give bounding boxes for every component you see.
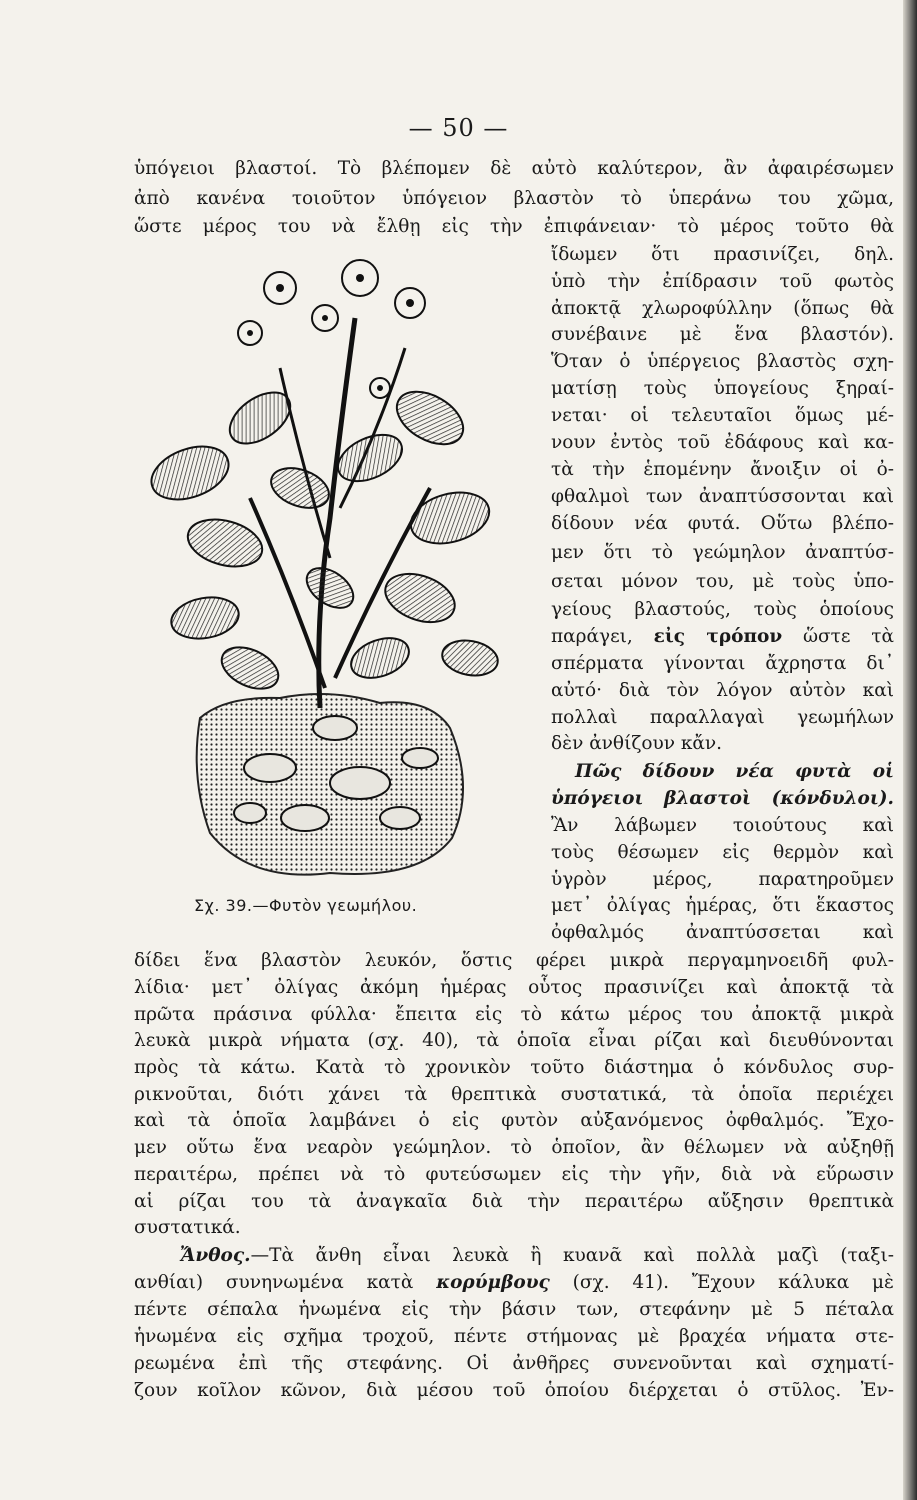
text-span: (σχ. 41). Ἔχουν κάλυκα μὲ: [572, 1272, 894, 1293]
figure-caption: Σχ. 39.—Φυτὸν γεωμήλου.: [194, 896, 418, 915]
text-line: Ἂν λάβωμεν τοιούτους καὶ: [551, 815, 894, 836]
text-line: ὑπὸ τὴν ἐπίδρασιν τοῦ φωτὸς: [551, 271, 894, 292]
text-line: ματίσῃ τοὺς ὑπογείους ξηραί-: [551, 378, 894, 399]
text-line: [551, 624, 894, 650]
text-span: ανθίαι) συνηνωμένα κατὰ: [134, 1272, 414, 1293]
text-line: πέντε σέπαλα ἡνωμένα εἰς τὴν βάσιν των, στεφάνην μὲ 5 πέταλα: [134, 1299, 894, 1320]
text-span: —Τὰ ἄνθη εἶναι λευκὰ ἢ κυανᾶ καὶ πολλὰ μαζὶ (ταξι-: [250, 1245, 894, 1266]
text-line: ζουν κοῖλον κῶνον, διὰ μέσου τοῦ ὁποίου διέρχεται ὁ στῦλος. Ἐν-: [134, 1380, 894, 1401]
text-line: ἴδωμεν ὅτι πρασινίζει, δηλ.: [551, 244, 894, 265]
bold-phrase: εἰς τρόπον: [653, 626, 783, 647]
text-line: Ὅταν ὁ ὑπέργειος βλαστὸς σχη-: [551, 351, 894, 372]
text-line: [180, 1243, 894, 1269]
page-number: — 50 —: [408, 114, 509, 142]
text-line: δίδει ἕνα βλαστὸν λευκόν, ὅστις φέρει μικρὰ περγαμηνοειδῆ φυλ-: [134, 950, 894, 971]
text-line: μεν ὅτι τὸ γεώμηλον ἀναπτύσ-: [551, 542, 894, 563]
text-line: δὲν ἀνθίζουν κἄν.: [551, 733, 723, 754]
text-line: συστατικά.: [134, 1217, 241, 1238]
text-line: καὶ τὰ ὁποῖα λαμβάνει ὁ εἰς φυτὸν αὐξανόμενος ὀφθαλμός. Ἔχο-: [134, 1110, 894, 1131]
text-line: τοὺς θέσωμεν εἰς θερμὸν καὶ: [551, 842, 894, 863]
text-line: ὀφθαλμός ἀναπτύσσεται καὶ: [551, 922, 894, 943]
text-line: ὑγρὸν μέρος, παρατηροῦμεν: [551, 869, 894, 890]
text-line: μετ᾿ ὀλίγας ἡμέρας, ὅτι ἕκαστος: [551, 895, 894, 916]
text-line: φθαλμοὶ των ἀναπτύσσονται καὶ: [551, 486, 894, 507]
text-line: συνέβαινε μὲ ἕνα βλαστόν).: [551, 324, 894, 345]
anthos-heading: Ἄνθος.: [180, 1245, 251, 1266]
text-span: παράγει,: [551, 626, 633, 647]
text-line: πολλαὶ παραλλαγαὶ γεωμήλων: [551, 707, 894, 728]
text-line: γείους βλαστούς, τοὺς ὁποίους: [551, 599, 894, 620]
text-line: δίδουν νέα φυτά. Οὕτω βλέπο-: [551, 513, 894, 534]
page-edge-shadow: [903, 0, 917, 1500]
text-line: ρεωμένα ἐπὶ τῆς στεφάνης. Οἱ ἀνθῆρες συνενοῦνται καὶ σχηματί-: [134, 1353, 894, 1374]
section-heading: Πῶς δίδουν νέα φυτὰ οἱ: [575, 761, 894, 782]
text-line: λευκὰ μικρὰ νήματα (σχ. 40), τὰ ὁποῖα εἶναι ρίζαι καὶ διευθύνονται: [134, 1030, 894, 1051]
text-line: ἀποκτᾷ χλωροφύλλην (ὅπως θὰ: [551, 298, 894, 319]
text-line: λίδια· μετ᾿ ὀλίγας ἀκόμη ἡμέρας οὗτος πρασινίζει καὶ ἀποκτᾷ τὰ: [134, 977, 894, 998]
text-line: πρῶτα πράσινα φύλλα· ἔπειτα εἰς τὸ κάτω μέρος του ἀποκτᾷ μικρὰ: [134, 1004, 894, 1025]
section-heading: ὑπόγειοι βλαστοὶ (κόνδυλοι).: [551, 788, 894, 809]
text-line: [134, 1270, 894, 1296]
text-line: σεται μόνον του, μὲ τοὺς ὑπο-: [551, 571, 894, 592]
text-line: πρὸς τὰ κάτω. Κατὰ τὸ χρονικὸν τοῦτο διάστημα ὁ κόνδυλος συρ-: [134, 1057, 894, 1078]
text-line: περαιτέρω, πρέπει νὰ τὸ φυτεύσωμεν εἰς τὴν γῆν, διὰ νὰ εὕρωσιν: [134, 1164, 894, 1185]
text-line: αἱ ρίζαι του τὰ ἀναγκαῖα διὰ τὴν περαιτέρω αὔξησιν θρεπτικὰ: [134, 1191, 894, 1212]
text-line: ὑπόγειοι βλαστοί. Τὸ βλέπομεν δὲ αὐτὸ καλύτερον, ἂν ἀφαιρέσωμεν: [134, 158, 894, 179]
text-line: μεν οὕτω ἕνα νεαρὸν γεώμηλον. τὸ ὁποῖον, ἂν θέλωμεν νὰ αὐξηθῇ: [134, 1137, 894, 1158]
text-line: σπέρματα γίνονται ἄχρηστα δι᾿: [551, 653, 894, 674]
text-line: τὰ τὴν ἑπομένην ἄνοιξιν οἱ ὀ-: [551, 459, 894, 480]
text-line: αὐτό· διὰ τὸν λόγον αὐτὸν καὶ: [551, 680, 894, 701]
text-line: νουν ἐντὸς τοῦ ἐδάφους καὶ κα-: [551, 432, 894, 453]
text-line: νεται· οἱ τελευταῖοι ὅμως μέ-: [551, 405, 894, 426]
text-line: ἡνωμένα εἰς σχῆμα τροχοῦ, πέντε στήμονας μὲ βραχέα νήματα στε-: [134, 1326, 894, 1347]
text-span: ὥστε τὰ: [802, 626, 894, 647]
bold-phrase: κορύμβους: [436, 1272, 550, 1293]
text-line: ρικνοῦται, διότι χάνει τὰ θρεπτικὰ συστατικά, τὰ ὁποῖα περιέχει: [134, 1084, 894, 1105]
text-line: ὥστε μέρος του νὰ ἔλθῃ εἰς τὴν ἐπιφάνειαν· τὸ μέρος τοῦτο θὰ: [134, 216, 894, 237]
text-line: ἀπὸ κανένα τοιοῦτον ὑπόγειον βλαστὸν τὸ ὑπεράνω του χῶμα,: [134, 188, 894, 209]
potato-plant-illustration: [130, 258, 530, 886]
